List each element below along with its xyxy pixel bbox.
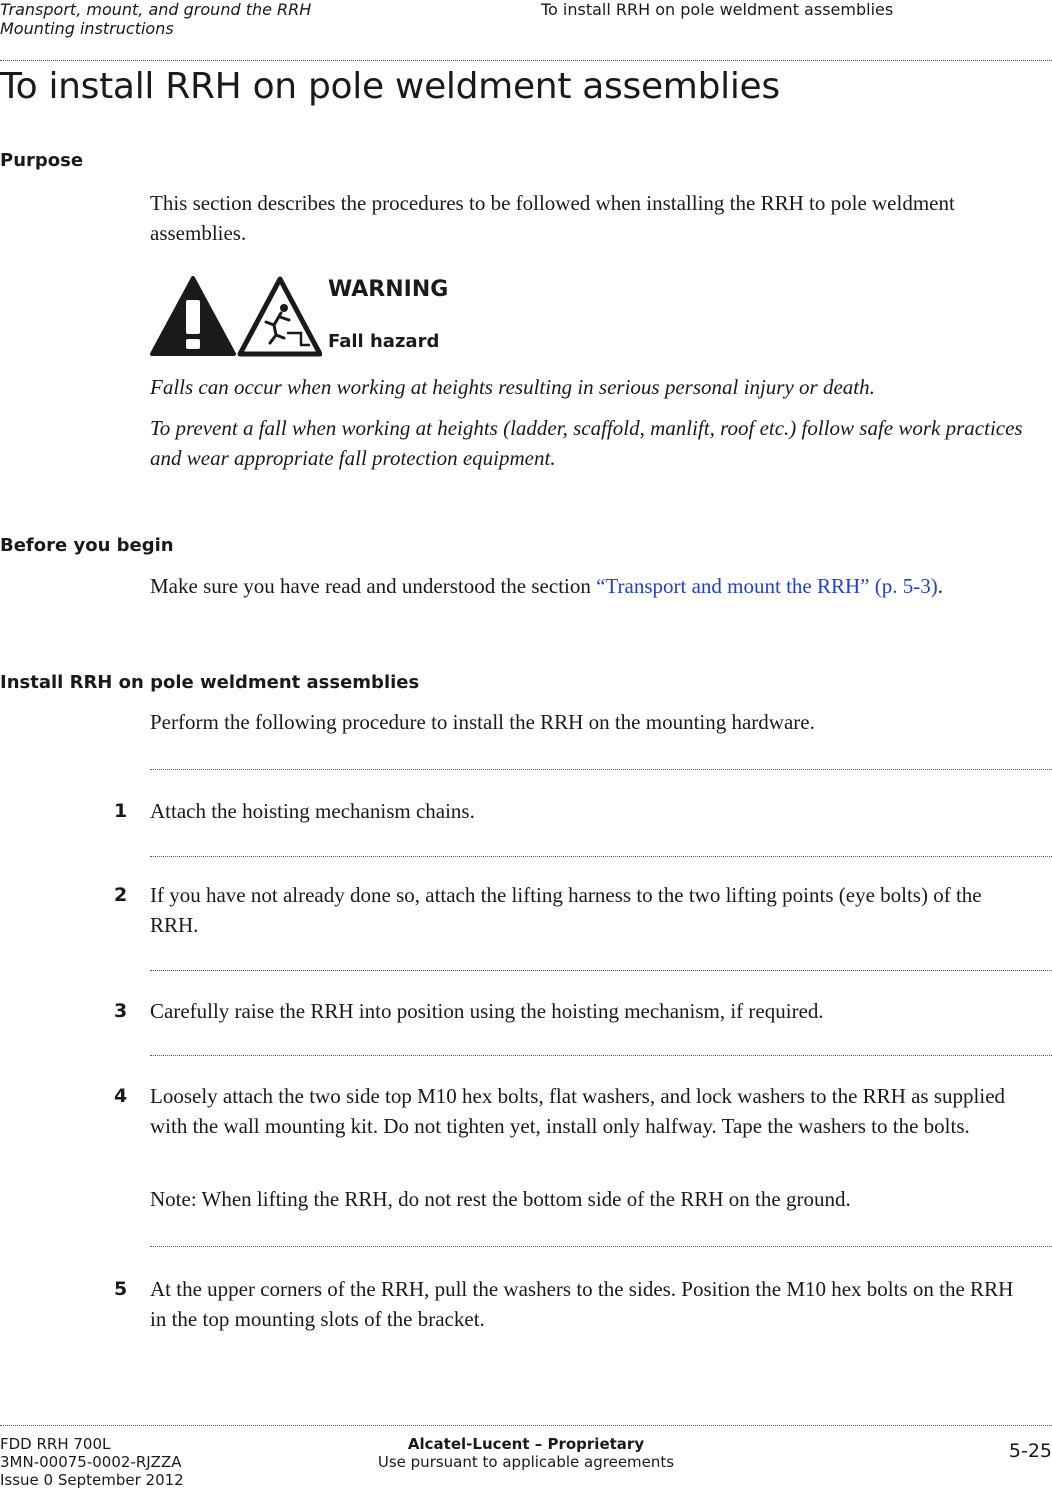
footer-issue: Issue 0 September 2012 — [0, 1471, 184, 1489]
running-header-chapter — [0, 0, 311, 38]
footer-doc-number: 3MN-00075-0002-RJZZA — [0, 1453, 182, 1471]
step-divider — [150, 1246, 1052, 1247]
step-number: 1 — [114, 800, 128, 822]
warning-text-2: To prevent a fall when working at heights (ladder, scaffold, manlift, roof etc.) follow safe work practices and wear appropriate fall protection equipment. — [150, 416, 1023, 470]
step-divider — [150, 1055, 1052, 1056]
before-heading: Before you begin — [0, 535, 174, 556]
step-divider — [150, 769, 1052, 770]
step-number: 5 — [114, 1278, 128, 1300]
warning-title: WARNING — [328, 277, 449, 302]
step-text: Carefully raise the RRH into position using the hoisting mechanism, if required. — [150, 999, 824, 1023]
step-number: 2 — [114, 884, 128, 906]
step-text: Attach the hoisting mechanism chains. — [150, 799, 475, 823]
purpose-text: This section describes the procedures to be followed when installing the RRH to pole weldment assemblies. — [150, 191, 955, 245]
before-text-end: . — [937, 574, 943, 598]
header-divider — [0, 60, 1052, 61]
step-text: Loosely attach the two side top M10 hex bolts, flat washers, and lock washers to the RRH as supplied with the wall mounting kit. Do not tighten yet, install only halfway. Tape the washers to the bolts. — [150, 1084, 1006, 1138]
warning-text-1: Falls can occur when working at heights resulting in serious personal injury or death. — [150, 375, 875, 399]
install-heading: Install RRH on pole weldment assemblies — [0, 672, 420, 693]
footer-proprietary — [0, 1435, 1052, 1471]
exclamation-warning-icon — [152, 278, 234, 354]
footer-usage: Use pursuant to applicable agreements — [377, 1453, 675, 1471]
step-text: At the upper corners of the RRH, pull the washers to the sides. Position the M10 hex bolts on the RRH in the top mounting slots of the bracket. — [150, 1277, 1014, 1331]
step-number: 3 — [114, 1000, 128, 1022]
step-note: Note: When lifting the RRH, do not rest the bottom side of the RRH on the ground. — [150, 1187, 851, 1211]
before-text — [150, 571, 1030, 601]
transport-section-link[interactable]: “Transport and mount the RRH” (p. 5-3) — [596, 574, 938, 598]
running-header-topic: To install RRH on pole weldment assemblies — [541, 0, 894, 19]
step-divider — [150, 856, 1052, 857]
step-number: 4 — [114, 1085, 128, 1107]
before-text-lead: Make sure you have read and understood the section — [150, 574, 597, 598]
warning-icons — [150, 275, 322, 357]
header-chapter-title: Transport, mount, and ground the RRH — [0, 0, 312, 19]
step-text: If you have not already done so, attach the lifting harness to the two lifting points (eye bolts) of the RRH. — [150, 883, 982, 937]
footer-company: Alcatel-Lucent – Proprietary — [407, 1435, 645, 1453]
step-divider — [150, 970, 1052, 971]
install-intro: Perform the following procedure to install the RRH on the mounting hardware. — [150, 710, 815, 734]
page-title: To install RRH on pole weldment assemblies — [0, 66, 780, 107]
purpose-heading: Purpose — [0, 150, 84, 171]
header-section-title: Mounting instructions — [0, 19, 174, 38]
fall-hazard-icon — [240, 279, 320, 354]
warning-subtitle: Fall hazard — [328, 331, 440, 352]
page-number: 5-25 — [1008, 1440, 1052, 1462]
footer-product: FDD RRH 700L — [0, 1435, 111, 1453]
footer-divider — [0, 1425, 1052, 1426]
